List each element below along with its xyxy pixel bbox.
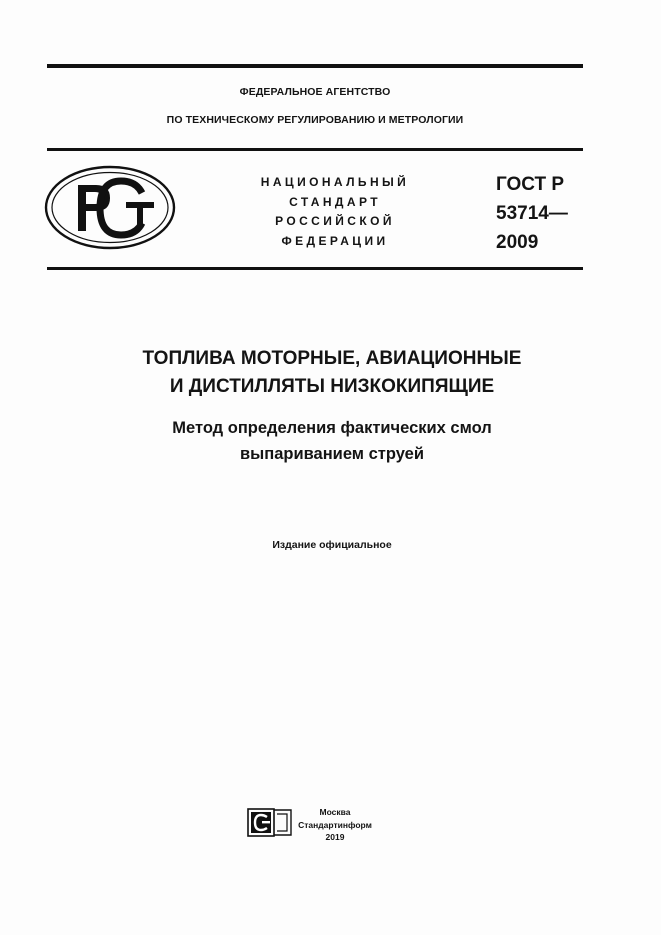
title-line: ТОПЛИВА МОТОРНЫЕ, АВИАЦИОННЫЕ <box>142 348 522 369</box>
publisher-info <box>295 806 375 844</box>
edition-label: Издание официальное <box>272 539 392 551</box>
designation-line: ГОСТ Р <box>496 174 565 195</box>
national-standard-line: СТАНДАРТ <box>289 194 381 209</box>
title-line: И ДИСТИЛЛЯТЫ НИЗКОКИПЯЩИЕ <box>169 376 495 397</box>
publisher-name: Стандартинформ <box>298 819 372 830</box>
designation-line: 2009 <box>496 232 539 253</box>
national-standard-line: НАЦИОНАЛЬНЫЙ <box>260 175 410 189</box>
national-standard-line: ФЕДЕРАЦИИ <box>281 233 389 248</box>
header-bottom-rule <box>47 267 583 270</box>
publisher-city: Москва <box>319 807 351 817</box>
agency-name-line-2: ПО ТЕХНИЧЕСКОМУ РЕГУЛИРОВАНИЮ И МЕТРОЛОГИИ <box>166 114 464 126</box>
agency-name-line-1: ФЕДЕРАЛЬНОЕ АГЕНТСТВО <box>239 86 391 98</box>
document-title <box>47 345 617 401</box>
standartinform-logo-icon <box>247 808 293 838</box>
national-standard-label <box>232 173 438 251</box>
standard-designation <box>496 170 586 257</box>
header-divider <box>47 148 583 151</box>
subtitle-line: Метод определения фактических смол <box>172 419 492 437</box>
subtitle-line: выпариванием струей <box>240 445 424 463</box>
designation-line: 53714— <box>496 203 568 224</box>
national-standard-line: РОССИЙСКОЙ <box>275 214 395 228</box>
rst-mark-icon <box>44 165 176 250</box>
top-rule <box>47 64 583 68</box>
document-subtitle <box>47 415 617 467</box>
publisher-year: 2019 <box>325 832 345 842</box>
